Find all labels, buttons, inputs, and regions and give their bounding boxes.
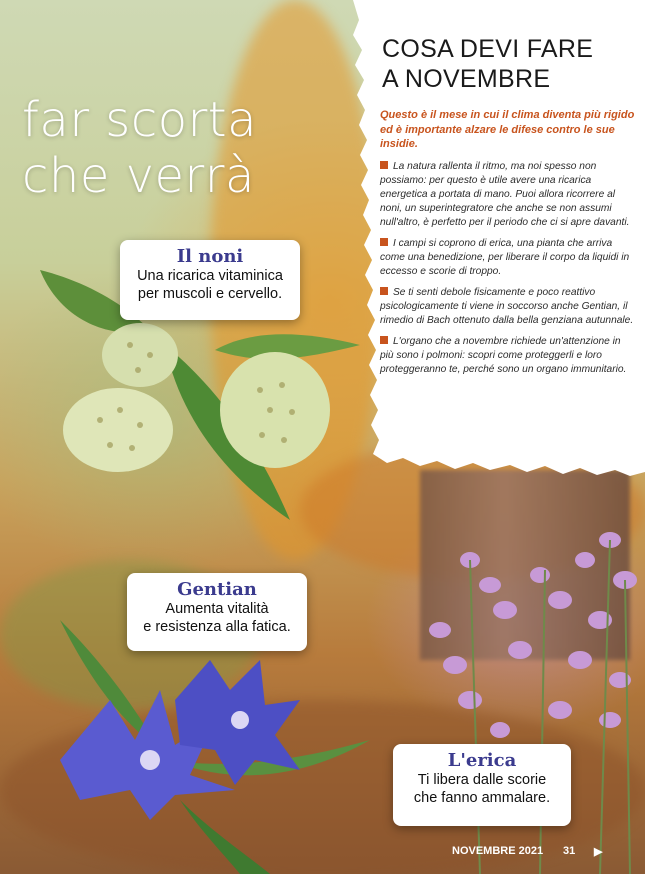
panel-item (380, 286, 635, 328)
noni-card (120, 240, 300, 320)
panel-item-text: I campi si coprono di erica, una pianta che arriva come una benedizione, per liberare il corpo da liquidi in eccesso e scorie di troppo. (380, 237, 630, 277)
square-bullet-icon (380, 287, 388, 295)
heading-line-2: che verrà (22, 148, 255, 204)
panel-item (380, 160, 635, 230)
erica-card (393, 744, 571, 826)
panel-item-text: L'organo che a novembre richiede un'attenzione in più sono i polmoni: scopri come proteggerli e loro proteggeranno te, perché sono un organo immunitario. (380, 335, 627, 375)
panel-intro: Questo è il mese in cui il clima diventa più rigido ed è importante alzare le difese contro le sue insidie. (380, 109, 635, 150)
panel-title (382, 34, 635, 94)
erica-card-line-1: Ti libera dalle scorie (417, 772, 547, 788)
noni-card-title: Il noni (176, 246, 244, 267)
panel-item-text: La natura rallenta il ritmo, ma noi spesso non possiamo: per questo è utile avere una ricarica energetica a portata di mano. Puoi allora ricorrere al noni, un superintegratore che anche se non assumi null'altro, è perfetto per il periodo che ci si apre davanti. (380, 160, 630, 228)
gentian-card-line-1: Aumenta vitalità (165, 601, 269, 617)
gentian-card (127, 573, 307, 651)
gentian-card-line-2: e resistenza alla fatica. (143, 619, 291, 635)
square-bullet-icon (380, 238, 388, 246)
erica-card-line-2: che fanno ammalare. (413, 790, 551, 806)
panel-item (380, 335, 635, 377)
square-bullet-icon (380, 161, 388, 169)
erica-card-title: L'erica (447, 750, 517, 771)
heading-line-1: far scorta (22, 92, 258, 148)
panel-item (380, 237, 635, 279)
noni-card-line-2: per muscoli e cervello. (137, 286, 283, 302)
next-page-arrow-icon[interactable]: ▶ (594, 846, 603, 858)
panel-title-line-1: COSA DEVI FARE (382, 35, 594, 63)
page-heading (22, 92, 257, 204)
november-panel (335, 0, 645, 480)
panel-item-text: Se ti senti debole fisicamente e poco reattivo psicologicamente ti viene in soccorso anche Gentian, il rimedio di Bach ottenuto dalla bella genziana autunnale. (380, 286, 634, 326)
gentian-card-title: Gentian (177, 579, 257, 600)
noni-card-line-1: Una ricarica vitaminica (137, 268, 283, 284)
footer-issue: NOVEMBRE 2021 (452, 845, 544, 857)
square-bullet-icon (380, 336, 388, 344)
panel-title-line-2: A NOVEMBRE (382, 65, 551, 93)
footer-page-number: 31 (563, 845, 576, 857)
